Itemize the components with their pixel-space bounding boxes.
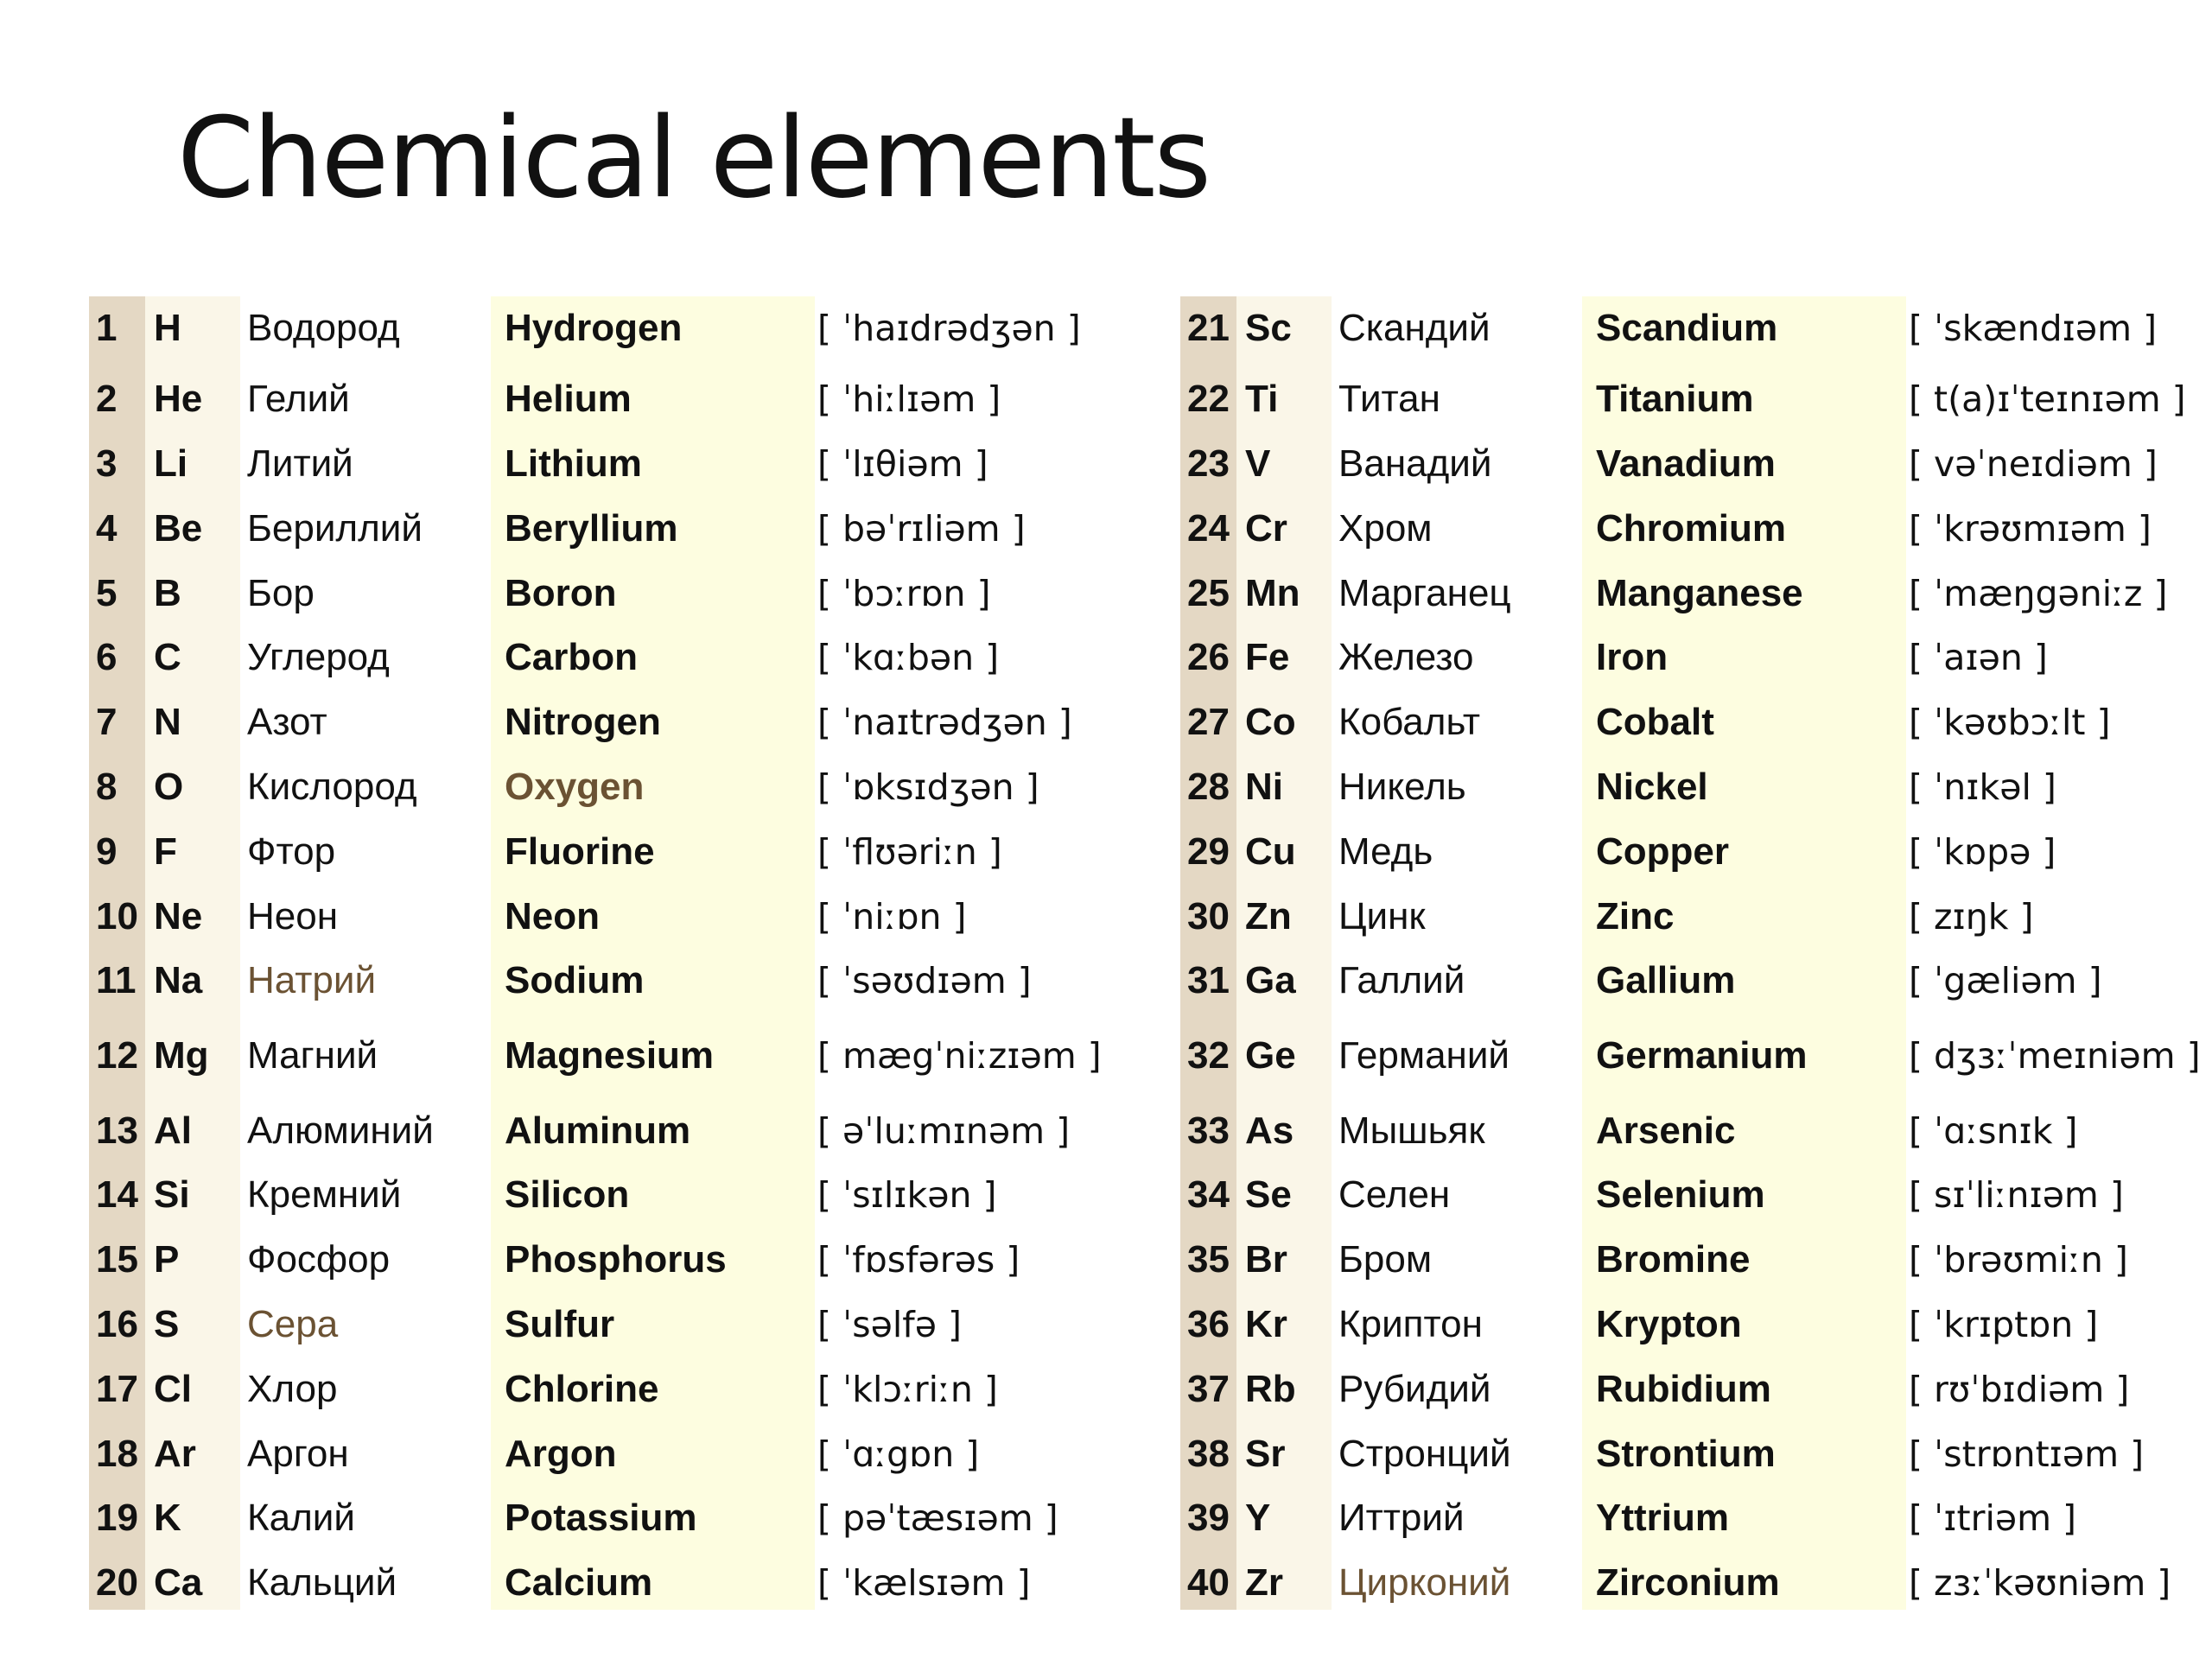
pronunciation: [ ˈnɪkəl ] [1909, 766, 2056, 808]
pronunciation: [ ˈsəlfə ] [817, 1304, 962, 1345]
pronunciation: [ ˈmæŋgəniːz ] [1909, 573, 2168, 614]
atomic-number: 36 [1187, 1303, 1230, 1345]
english-name: Oxygen [505, 766, 645, 808]
element-symbol: O [154, 766, 184, 808]
element-symbol: S [154, 1303, 180, 1345]
element-row [89, 755, 1109, 819]
element-symbol: Ar [154, 1433, 196, 1475]
pronunciation: [ ˈkɑːbən ] [817, 637, 1000, 678]
pronunciation: [ ˈflʊəriːn ] [817, 831, 1002, 873]
atomic-number: 26 [1187, 636, 1230, 678]
english-name: Neon [505, 895, 600, 938]
english-name: Copper [1596, 830, 1729, 873]
atomic-number: 5 [96, 572, 118, 614]
element-symbol: Sc [1245, 307, 1292, 349]
element-row [89, 1357, 1109, 1421]
english-name: Nitrogen [505, 701, 661, 743]
element-row [89, 1024, 1109, 1088]
atomic-number: 38 [1187, 1433, 1230, 1475]
atomic-number: 15 [96, 1238, 138, 1281]
atomic-number: 13 [96, 1109, 138, 1152]
russian-name: Цирконий [1338, 1561, 1511, 1604]
element-row [89, 885, 1109, 949]
element-row [1180, 690, 2209, 754]
russian-name: Ванадий [1338, 442, 1492, 485]
russian-name: Мышьяк [1338, 1109, 1485, 1152]
element-row [89, 1293, 1109, 1357]
atomic-number: 14 [96, 1173, 138, 1216]
element-row [89, 562, 1109, 626]
element-symbol: C [154, 636, 181, 678]
english-name: Carbon [505, 636, 638, 678]
pronunciation: [ ˈlɪθiəm ] [817, 443, 988, 485]
english-name: Germanium [1596, 1034, 1808, 1077]
pronunciation: [ zɪŋk ] [1909, 896, 2034, 938]
element-row [89, 367, 1109, 431]
english-name: Vanadium [1596, 442, 1776, 485]
english-name: Chlorine [505, 1368, 659, 1410]
pronunciation: [ ˈɑːsnɪk ] [1909, 1110, 2078, 1152]
element-row [89, 949, 1109, 1013]
atomic-number: 7 [96, 701, 118, 743]
pronunciation: [ ˈskændɪəm ] [1909, 308, 2158, 349]
english-name: Zirconium [1596, 1561, 1780, 1604]
russian-name: Фтор [247, 830, 336, 873]
element-symbol: V [1245, 442, 1271, 485]
element-symbol: As [1245, 1109, 1294, 1152]
english-name: Magnesium [505, 1034, 715, 1077]
element-row [1180, 1228, 2209, 1292]
pronunciation: [ ˈfɒsfərəs ] [817, 1239, 1020, 1281]
element-row [1180, 949, 2209, 1013]
atomic-number: 19 [96, 1497, 138, 1539]
element-row [1180, 1486, 2209, 1550]
atomic-number: 30 [1187, 895, 1230, 938]
element-row [89, 1228, 1109, 1292]
pronunciation: [ ˈkrɪptɒn ] [1909, 1304, 2099, 1345]
pronunciation: [ sɪˈliːnɪəm ] [1909, 1174, 2124, 1216]
pronunciation: [ ˈgæliəm ] [1909, 960, 2102, 1001]
atomic-number: 10 [96, 895, 138, 938]
pronunciation: [ ˈkəʊbɔːlt ] [1909, 702, 2111, 743]
russian-name: Калий [247, 1497, 355, 1539]
english-name: Beryllium [505, 507, 678, 550]
element-symbol: Ne [154, 895, 203, 938]
element-symbol: Al [154, 1109, 192, 1152]
pronunciation: [ rʊˈbɪdiəm ] [1909, 1369, 2130, 1410]
element-symbol: Rb [1245, 1368, 1296, 1410]
element-symbol: Cr [1245, 507, 1287, 550]
english-name: Chromium [1596, 507, 1786, 550]
pronunciation: [ ˈniːɒn ] [817, 896, 967, 938]
russian-name: Литий [247, 442, 353, 485]
element-symbol: K [154, 1497, 181, 1539]
pronunciation: [ ˈɑːgɒn ] [817, 1433, 980, 1475]
element-row [1180, 1551, 2209, 1615]
russian-name: Скандий [1338, 307, 1491, 349]
atomic-number: 1 [96, 307, 118, 349]
english-name: Strontium [1596, 1433, 1776, 1475]
atomic-number: 29 [1187, 830, 1230, 873]
pronunciation: [ ˈhaɪdrədʒən ] [817, 308, 1081, 349]
element-symbol: Si [154, 1173, 190, 1216]
element-row [89, 626, 1109, 690]
element-row [89, 690, 1109, 754]
pronunciation: [ ˈbɔːrɒn ] [817, 573, 991, 614]
english-name: Manganese [1596, 572, 1803, 614]
english-name: Selenium [1596, 1173, 1765, 1216]
russian-name: Магний [247, 1034, 378, 1077]
english-name: Iron [1596, 636, 1669, 678]
element-row [1180, 755, 2209, 819]
element-row [89, 820, 1109, 884]
elements-table-left [89, 296, 1109, 1610]
pronunciation: [ ˈhiːlɪəm ] [817, 378, 1001, 420]
russian-name: Бор [247, 572, 315, 614]
atomic-number: 4 [96, 507, 118, 550]
russian-name: Углерод [247, 636, 390, 678]
element-row [89, 296, 1109, 360]
pronunciation: [ əˈluːmɪnəm ] [817, 1110, 1071, 1152]
russian-name: Галлий [1338, 959, 1465, 1001]
element-symbol: Mg [154, 1034, 209, 1077]
pronunciation: [ ˈsəʊdɪəm ] [817, 960, 1032, 1001]
element-row [89, 1422, 1109, 1486]
russian-name: Марганец [1338, 572, 1511, 614]
russian-name: Кремний [247, 1173, 402, 1216]
pronunciation: [ ˈklɔːriːn ] [817, 1369, 998, 1410]
atomic-number: 17 [96, 1368, 138, 1410]
russian-name: Иттрий [1338, 1497, 1465, 1539]
element-symbol: Sr [1245, 1433, 1286, 1475]
pronunciation: [ mægˈniːzɪəm ] [817, 1035, 1102, 1077]
pronunciation: [ ˈɪtriəm ] [1909, 1497, 2077, 1539]
russian-name: Натрий [247, 959, 377, 1001]
atomic-number: 3 [96, 442, 118, 485]
element-row [1180, 1163, 2209, 1227]
element-symbol: Cl [154, 1368, 192, 1410]
atomic-number: 37 [1187, 1368, 1230, 1410]
element-symbol: Be [154, 507, 203, 550]
russian-name: Никель [1338, 766, 1466, 808]
atomic-number: 18 [96, 1433, 138, 1475]
russian-name: Гелий [247, 378, 350, 420]
element-row [1180, 497, 2209, 561]
element-row [1180, 626, 2209, 690]
element-symbol: Fe [1245, 636, 1290, 678]
pronunciation: [ zɜːˈkəʊniəm ] [1909, 1562, 2171, 1604]
atomic-number: 6 [96, 636, 118, 678]
element-symbol: Ni [1245, 766, 1283, 808]
english-name: Gallium [1596, 959, 1736, 1001]
english-name: Krypton [1596, 1303, 1742, 1345]
pronunciation: [ pəˈtæsɪəm ] [817, 1497, 1058, 1539]
element-symbol: Zn [1245, 895, 1292, 938]
atomic-number: 32 [1187, 1034, 1230, 1077]
element-symbol: Na [154, 959, 203, 1001]
russian-name: Рубидий [1338, 1368, 1491, 1410]
atomic-number: 21 [1187, 307, 1230, 349]
element-symbol: H [154, 307, 181, 349]
atomic-number: 33 [1187, 1109, 1230, 1152]
english-name: Sodium [505, 959, 645, 1001]
english-name: Sulfur [505, 1303, 615, 1345]
english-name: Scandium [1596, 307, 1778, 349]
element-row [89, 1486, 1109, 1550]
russian-name: Бериллий [247, 507, 423, 550]
russian-name: Водород [247, 307, 400, 349]
atomic-number: 12 [96, 1034, 138, 1077]
pronunciation: [ t(a)ɪˈteɪnɪəm ] [1909, 378, 2186, 420]
element-row [89, 1099, 1109, 1163]
russian-name: Сера [247, 1303, 339, 1345]
atomic-number: 9 [96, 830, 118, 873]
english-name: Titanium [1596, 378, 1754, 420]
pronunciation: [ dʒɜːˈmeɪniəm ] [1909, 1035, 2201, 1077]
russian-name: Бром [1338, 1238, 1433, 1281]
atomic-number: 24 [1187, 507, 1230, 550]
element-row [1180, 296, 2209, 360]
element-row [89, 1163, 1109, 1227]
element-symbol: Li [154, 442, 188, 485]
element-symbol: Ca [154, 1561, 203, 1604]
element-symbol: Y [1245, 1497, 1271, 1539]
atomic-number: 20 [96, 1561, 138, 1604]
russian-name: Азот [247, 701, 327, 743]
atomic-number: 22 [1187, 378, 1230, 420]
pronunciation: [ ˈnaɪtrədʒən ] [817, 702, 1072, 743]
pronunciation: [ bəˈrɪliəm ] [817, 508, 1026, 550]
pronunciation: [ ˈsɪlɪkən ] [817, 1174, 997, 1216]
element-symbol: Ga [1245, 959, 1296, 1001]
russian-name: Германий [1338, 1034, 1510, 1077]
russian-name: Кобальт [1338, 701, 1481, 743]
english-name: Aluminum [505, 1109, 691, 1152]
element-symbol: Ti [1245, 378, 1279, 420]
element-row [1180, 1099, 2209, 1163]
element-row [1180, 1422, 2209, 1486]
element-row [1180, 885, 2209, 949]
atomic-number: 8 [96, 766, 118, 808]
atomic-number: 34 [1187, 1173, 1230, 1216]
element-row [1180, 1293, 2209, 1357]
page-title: Chemical elements [177, 94, 1211, 223]
element-symbol: Se [1245, 1173, 1292, 1216]
atomic-number: 23 [1187, 442, 1230, 485]
atomic-number: 16 [96, 1303, 138, 1345]
english-name: Lithium [505, 442, 642, 485]
element-symbol: Br [1245, 1238, 1287, 1281]
element-symbol: N [154, 701, 181, 743]
russian-name: Цинк [1338, 895, 1426, 938]
pronunciation: [ ˈbrəʊmiːn ] [1909, 1239, 2128, 1281]
russian-name: Селен [1338, 1173, 1451, 1216]
element-row [1180, 820, 2209, 884]
english-name: Calcium [505, 1561, 653, 1604]
pronunciation: [ ˈkrəʊmɪəm ] [1909, 508, 2152, 550]
element-symbol: Kr [1245, 1303, 1287, 1345]
english-name: Silicon [505, 1173, 630, 1216]
russian-name: Стронций [1338, 1433, 1511, 1475]
english-name: Bromine [1596, 1238, 1751, 1281]
element-symbol: Zr [1245, 1561, 1283, 1604]
russian-name: Железо [1338, 636, 1474, 678]
element-row [1180, 1024, 2209, 1088]
russian-name: Криптон [1338, 1303, 1483, 1345]
english-name: Yttrium [1596, 1497, 1729, 1539]
element-symbol: Ge [1245, 1034, 1296, 1077]
russian-name: Аргон [247, 1433, 349, 1475]
atomic-number: 39 [1187, 1497, 1230, 1539]
english-name: Boron [505, 572, 617, 614]
russian-name: Хлор [247, 1368, 338, 1410]
element-row [1180, 367, 2209, 431]
atomic-number: 11 [96, 959, 137, 1001]
english-name: Arsenic [1596, 1109, 1736, 1152]
english-name: Helium [505, 378, 632, 420]
russian-name: Кислород [247, 766, 417, 808]
english-name: Zinc [1596, 895, 1675, 938]
element-row [89, 432, 1109, 496]
element-row [89, 497, 1109, 561]
atomic-number: 35 [1187, 1238, 1230, 1281]
russian-name: Хром [1338, 507, 1433, 550]
element-symbol: F [154, 830, 177, 873]
english-name: Potassium [505, 1497, 697, 1539]
english-name: Argon [505, 1433, 617, 1475]
atomic-number: 27 [1187, 701, 1230, 743]
pronunciation: [ ˈstrɒntɪəm ] [1909, 1433, 2145, 1475]
english-name: Hydrogen [505, 307, 683, 349]
element-row [89, 1551, 1109, 1615]
english-name: Rubidium [1596, 1368, 1771, 1410]
pronunciation: [ ˈɒksɪdʒən ] [817, 766, 1039, 808]
atomic-number: 2 [96, 378, 118, 420]
element-row [1180, 432, 2209, 496]
pronunciation: [ vəˈneɪdiəm ] [1909, 443, 2158, 485]
english-name: Fluorine [505, 830, 655, 873]
atomic-number: 25 [1187, 572, 1230, 614]
element-symbol: He [154, 378, 203, 420]
russian-name: Алюминий [247, 1109, 434, 1152]
russian-name: Фосфор [247, 1238, 391, 1281]
russian-name: Кальций [247, 1561, 397, 1604]
english-name: Phosphorus [505, 1238, 727, 1281]
pronunciation: [ ˈkɒpə ] [1909, 831, 2056, 873]
pronunciation: [ ˈaɪən ] [1909, 637, 2048, 678]
atomic-number: 28 [1187, 766, 1230, 808]
russian-name: Титан [1338, 378, 1440, 420]
russian-name: Медь [1338, 830, 1433, 873]
element-row [1180, 1357, 2209, 1421]
elements-table-right [1180, 296, 2209, 1610]
atomic-number: 31 [1187, 959, 1230, 1001]
element-row [1180, 562, 2209, 626]
element-symbol: B [154, 572, 181, 614]
english-name: Nickel [1596, 766, 1708, 808]
element-symbol: P [154, 1238, 180, 1281]
atomic-number: 40 [1187, 1561, 1230, 1604]
russian-name: Неон [247, 895, 339, 938]
element-symbol: Mn [1245, 572, 1300, 614]
element-symbol: Co [1245, 701, 1296, 743]
english-name: Cobalt [1596, 701, 1714, 743]
pronunciation: [ ˈkælsɪəm ] [817, 1562, 1031, 1604]
element-symbol: Cu [1245, 830, 1296, 873]
